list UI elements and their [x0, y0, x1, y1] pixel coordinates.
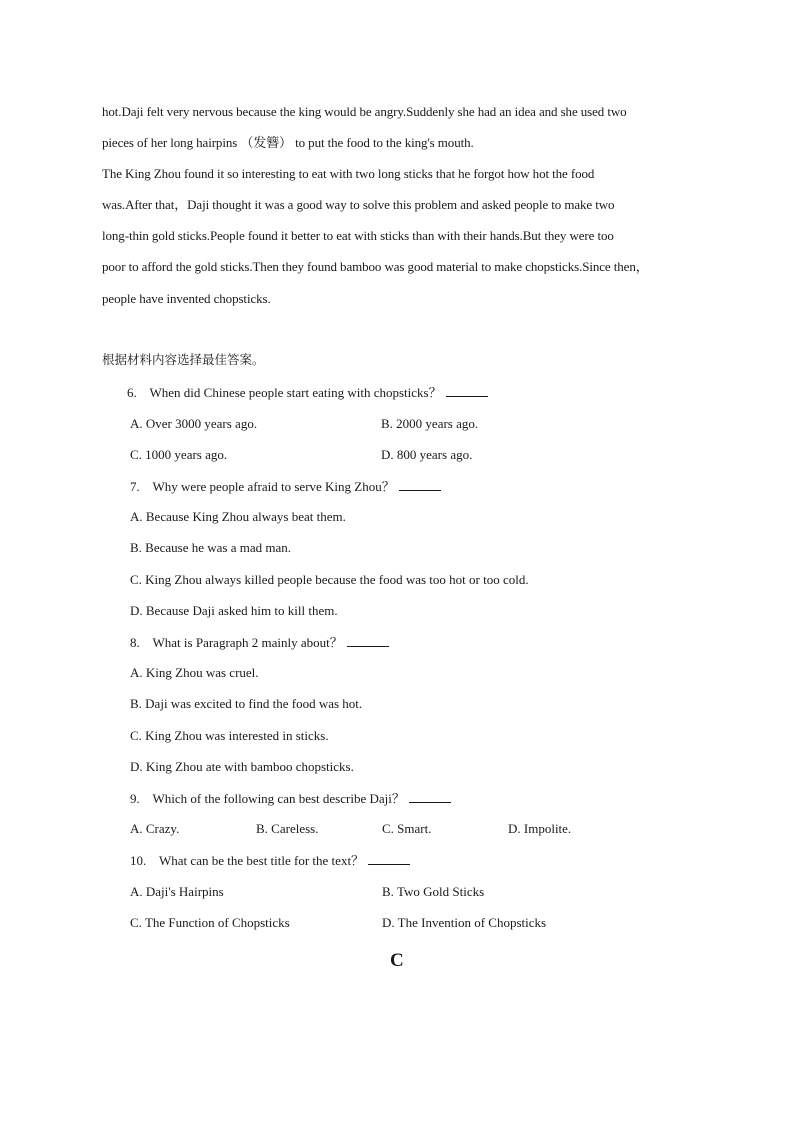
question-10: [130, 852, 410, 869]
question-text: Which of the following can best describe Daji？: [152, 791, 405, 806]
question-6: [127, 384, 488, 401]
option-text: King Zhou ate with bamboo chopsticks.: [145, 759, 354, 774]
option-letter: D.: [130, 603, 143, 618]
question-number: 10.: [130, 853, 147, 868]
option-6c: [130, 447, 227, 463]
option-text: Impolite.: [523, 821, 572, 836]
passage-line-6: poor to afford the gold sticks.Then they found bamboo was good material to make chopsticks.Since then，: [102, 259, 649, 274]
question-number: 7.: [130, 479, 140, 494]
option-text: Daji was excited to find the food was hot.: [145, 696, 363, 711]
option-letter: C.: [130, 728, 142, 743]
question-text: Why were people afraid to serve King Zhou？: [152, 479, 395, 494]
option-9a: [130, 821, 179, 837]
option-text: Careless.: [271, 821, 319, 836]
passage-line-4: was.After that，Daji thought it was a good way to solve this problem and asked people to make two: [102, 197, 615, 212]
option-7a: [130, 509, 346, 525]
question-text: When did Chinese people start eating with chopsticks？: [149, 385, 442, 400]
option-text: King Zhou was cruel.: [145, 665, 259, 680]
option-7b: [130, 540, 291, 556]
option-7c: [130, 572, 529, 588]
question-8: [130, 634, 389, 651]
question-number: 6.: [127, 385, 137, 400]
option-letter: A.: [130, 416, 143, 431]
passage-line-1: hot.Daji felt very nervous because the king would be angry.Suddenly she had an idea and she used two: [102, 104, 627, 119]
option-letter: D.: [382, 915, 395, 930]
option-8c: [130, 728, 329, 744]
option-letter: B.: [382, 884, 394, 899]
option-letter: C.: [130, 915, 142, 930]
option-text: Two Gold Sticks: [396, 884, 485, 899]
option-text: Because Daji asked him to kill them.: [145, 603, 338, 618]
answer-blank[interactable]: [347, 634, 389, 647]
option-letter: B.: [130, 696, 142, 711]
option-10b: [382, 884, 484, 900]
passage-line-7: people have invented chopsticks.: [102, 291, 271, 306]
option-letter: A.: [130, 884, 143, 899]
question-number: 8.: [130, 635, 140, 650]
section-heading: C: [390, 950, 404, 971]
option-letter: B.: [256, 821, 268, 836]
question-9: [130, 790, 451, 807]
answer-blank[interactable]: [368, 852, 410, 865]
option-letter: B.: [130, 540, 142, 555]
option-10c: [130, 915, 290, 931]
option-letter: C.: [130, 572, 142, 587]
option-letter: A.: [130, 665, 143, 680]
option-text: Because King Zhou always beat them.: [145, 509, 346, 524]
option-9c: [382, 821, 431, 837]
question-text: What is Paragraph 2 mainly about？: [152, 635, 343, 650]
option-letter: A.: [130, 509, 143, 524]
question-number: 9.: [130, 791, 140, 806]
instruction-text: 根据材料内容选择最佳答案。: [102, 352, 265, 367]
option-text: 800 years ago.: [396, 447, 473, 462]
option-letter: B.: [381, 416, 393, 431]
option-6d: [381, 447, 472, 463]
option-text: 2000 years ago.: [396, 416, 479, 431]
option-text: The Invention of Chopsticks: [397, 915, 547, 930]
option-9b: [256, 821, 318, 837]
option-letter: C.: [382, 821, 394, 836]
option-7d: [130, 603, 338, 619]
option-text: Smart.: [397, 821, 432, 836]
passage-line-3: The King Zhou found it so interesting to eat with two long sticks that he forgot how hot the food: [102, 166, 595, 181]
option-text: Over 3000 years ago.: [145, 416, 258, 431]
option-6a: [130, 416, 257, 432]
option-8d: [130, 759, 354, 775]
option-10a: [130, 884, 224, 900]
option-10d: [382, 915, 546, 931]
option-6b: [381, 416, 478, 432]
option-letter: A.: [130, 821, 143, 836]
answer-blank[interactable]: [446, 384, 488, 397]
option-text: Daji's Hairpins: [145, 884, 224, 899]
option-text: Crazy.: [145, 821, 180, 836]
option-text: 1000 years ago.: [145, 447, 228, 462]
passage-line-2: pieces of her long hairpins （发簪） to put the food to the king's mouth.: [102, 135, 474, 150]
option-9d: [508, 821, 571, 837]
passage-line-5: long-thin gold sticks.People found it better to eat with sticks than with their hands.But they were too: [102, 228, 614, 243]
option-8a: [130, 665, 259, 681]
question-text: What can be the best title for the text？: [159, 853, 365, 868]
option-text: King Zhou was interested in sticks.: [145, 728, 329, 743]
option-8b: [130, 696, 362, 712]
option-letter: C.: [130, 447, 142, 462]
question-7: [130, 478, 441, 495]
option-text: The Function of Chopsticks: [144, 915, 290, 930]
option-text: Because he was a mad man.: [145, 540, 292, 555]
answer-blank[interactable]: [409, 790, 451, 803]
option-text: King Zhou always killed people because the food was too hot or too cold.: [145, 572, 529, 587]
option-letter: D.: [130, 759, 143, 774]
option-letter: D.: [508, 821, 521, 836]
option-letter: D.: [381, 447, 394, 462]
answer-blank[interactable]: [399, 478, 441, 491]
